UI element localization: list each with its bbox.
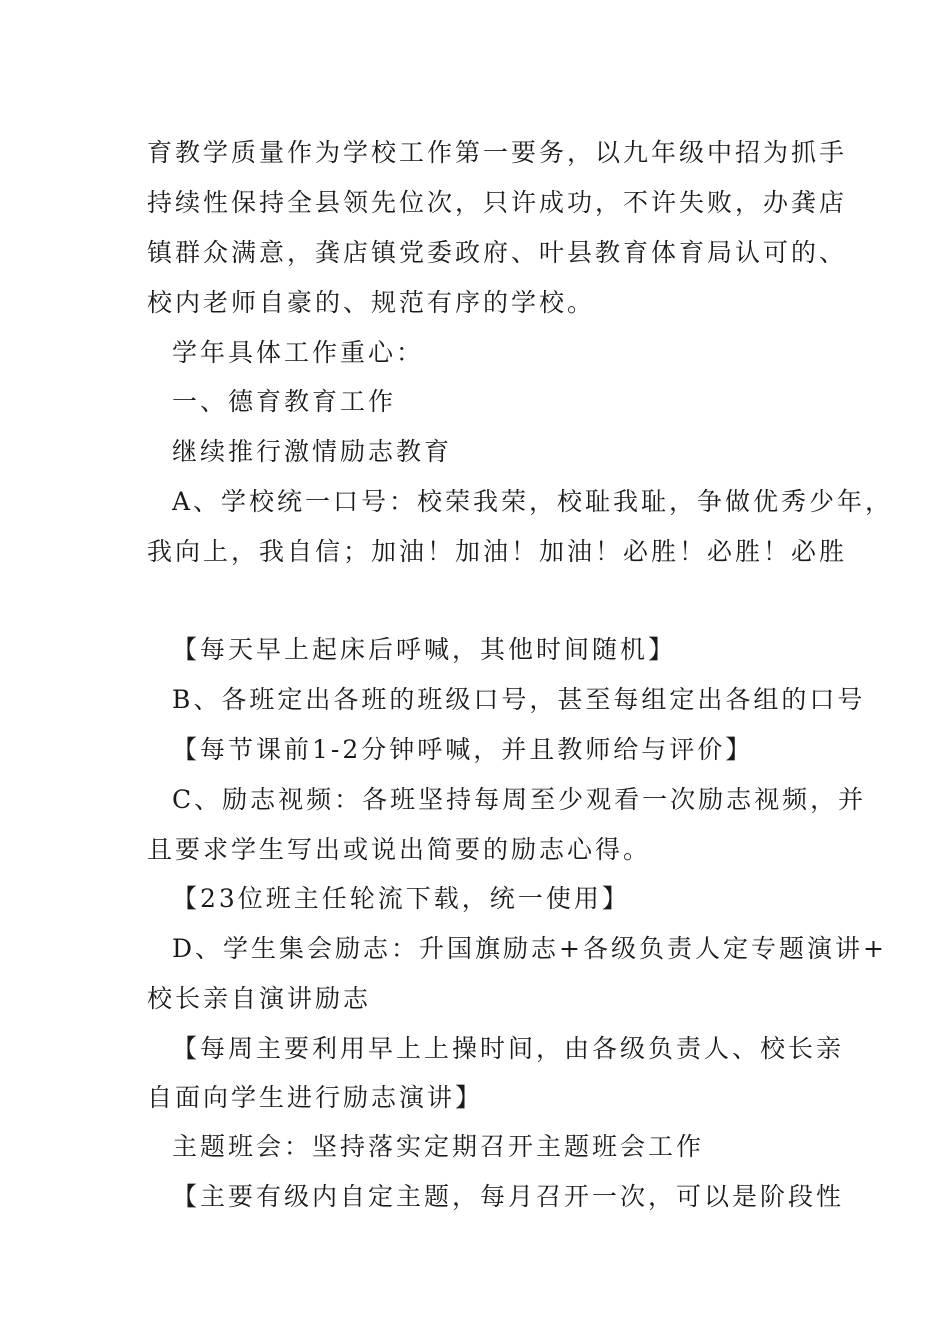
text-line: C、励志视频：各班坚持每周至少观看一次励志视频，并 [172, 785, 867, 814]
section-heading: 学年具体工作重心： [172, 338, 425, 367]
note-line: 【每节课前1-2分钟呼喊，并且教师给与评价】 [172, 735, 754, 764]
text-line: D、学生集会励志：升国旗励志+各级负责人定专题演讲+ [172, 934, 887, 963]
subsection-heading: 继续推行激情励志教育 [172, 437, 453, 466]
note-line: 【每天早上起床后呼喊，其他时间随机】 [172, 635, 677, 664]
note-line: 【主要有级内自定主题，每月召开一次，可以是阶段性 [172, 1182, 845, 1211]
text-line: 我向上，我自信；加油！加油！加油！必胜！必胜！必胜 [147, 537, 848, 566]
text-line: 育教学质量作为学校工作第一要务，以九年级中招为抓手 [147, 138, 848, 167]
note-line: 自面向学生进行励志演讲】 [147, 1083, 484, 1112]
text-line: B、各班定出各班的班级口号，甚至每组定出各组的口号 [172, 685, 866, 714]
section-heading: 一、德育教育工作 [172, 387, 397, 416]
text-line: 且要求学生写出或说出简要的励志心得。 [147, 835, 652, 864]
note-line: 【23位班主任轮流下载，统一使用】 [172, 884, 630, 913]
text-line: 主题班会：坚持落实定期召开主题班会工作 [172, 1132, 705, 1161]
text-line: 镇群众满意，龚店镇党委政府、叶县教育体育局认可的、 [147, 238, 848, 267]
text-line: 校长亲自演讲励志 [147, 984, 372, 1013]
text-line: 校内老师自豪的、规范有序的学校。 [147, 288, 596, 317]
note-line: 【每周主要利用早上上操时间，由各级负责人、校长亲 [172, 1034, 845, 1063]
text-line: A、学校统一口号：校荣我荣，校耻我耻，争做优秀少年， [172, 487, 894, 516]
text-line: 持续性保持全县领先位次，只许成功，不许失败，办龚店 [147, 188, 848, 217]
